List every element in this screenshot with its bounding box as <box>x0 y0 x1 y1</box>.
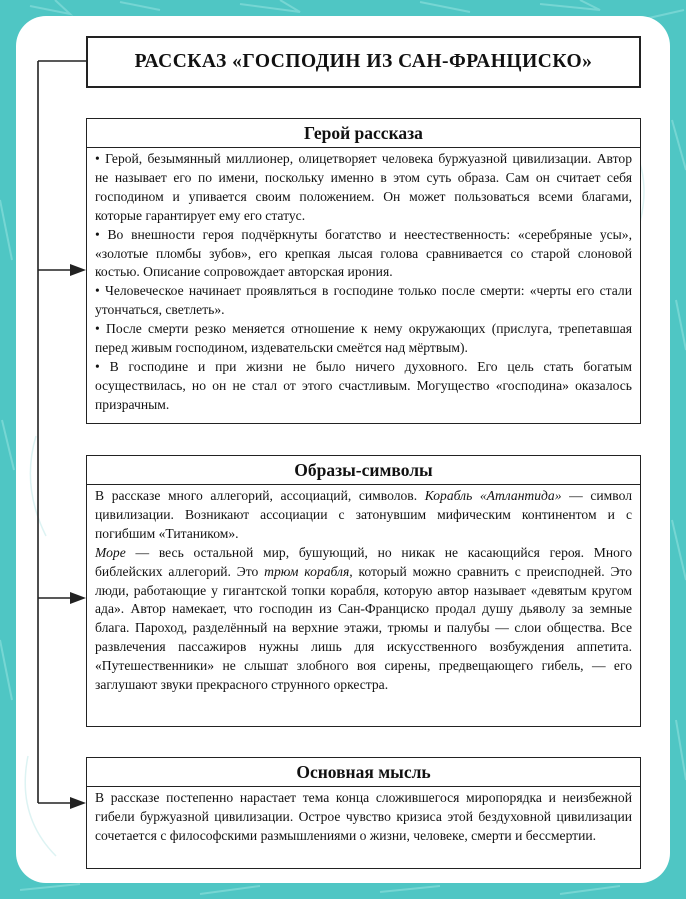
hero-body <box>87 148 640 415</box>
hero-paragraph: • После смерти резко меняется отношение к нему окружающих (прислуга, трепетавшая перед живым господином, издевательски смеётся над мёртвым). <box>95 321 632 356</box>
symbols-paragraph-1 <box>95 487 632 544</box>
main-idea-body <box>87 787 640 846</box>
text-run: — весь остальной мир, бушующий, но никак не касающийся героя. Много библейских аллегорий. Это <box>95 544 632 579</box>
sea-term: Море <box>95 544 126 560</box>
text-run: который можно сравнить с преисподней. Это люди, работающие у гигантской топки корабля, которую автор называет «девятым кругом ада». Автор намекает, что господин из Сан-Франциско продал душу дьяволу за земные блага. Пароход, разделённый на верхние этажи, трюмы и палубы — слои общества. Все развлечения пассажиров нужны лишь для искусственного возбуждения аппетита. «Путешественники» не слышат злобного воя сирены, предвещающего гибель, — его заглушают звуки прекрасного струнного оркестра. <box>95 563 632 693</box>
title-box <box>86 36 641 88</box>
main-idea-text: В рассказе постепенно нарастает тема конца сложившегося миропорядка и неизбежной гибели буржуазной цивилизации. Острое чувство кризиса этой бездуховной цивилизации сочетается с философскими размышлениями о жизни, человеке, смерти и бессмертии. <box>95 790 632 843</box>
ship-term: Корабль «Атлантида» <box>424 488 562 503</box>
hero-section <box>86 118 641 424</box>
symbols-section <box>86 455 641 727</box>
page-title: РАССКАЗ «ГОСПОДИН ИЗ САН-ФРАНЦИСКО» <box>134 51 593 72</box>
hero-paragraph: • Человеческое начинает проявляться в господине только после смерти: «черты его стали утончаться, светлеть». <box>95 283 632 318</box>
symbols-paragraph-2 <box>95 544 632 695</box>
symbols-body <box>87 485 640 695</box>
hold-term: трюм корабля, <box>264 563 353 579</box>
hero-paragraph: • В господине и при жизни не было ничего духовного. Его цель стать богатым осуществилась, но он не стал от этого счастливым. Могущество «господина» оказалось призрачным. <box>95 358 632 412</box>
main-idea-section <box>86 757 641 869</box>
hero-heading: Герой рассказа <box>87 119 640 148</box>
text-run: В рассказе много аллегорий, ассоциаций, символов. <box>95 488 425 503</box>
text-run: — символ цивилизации. Возникают ассоциации с затонувшим мифическим континентом и с погибшим «Титаником». <box>95 488 633 541</box>
main-idea-heading: Основная мысль <box>87 758 640 787</box>
hero-paragraph: • Во внешности героя подчёркнуты богатство и неестественность: «серебряные усы», «золотые пломбы зубов», его крепкая лысая голова сравнивается со старой слоновой костью. Описание сопровождает авторская ирония. <box>95 226 632 280</box>
symbols-heading: Образы-символы <box>87 456 640 485</box>
hero-paragraph: • Герой, безымянный миллионер, олицетворяет человека буржуазной цивилизации. Автор не называет его по имени, поскольку именно в этом суть образа. Сам он считает себя господином и упивается своим положением. Он может пользоваться всеми благами, которые гарантирует ему его статус. <box>95 151 632 223</box>
content-card <box>16 16 670 883</box>
